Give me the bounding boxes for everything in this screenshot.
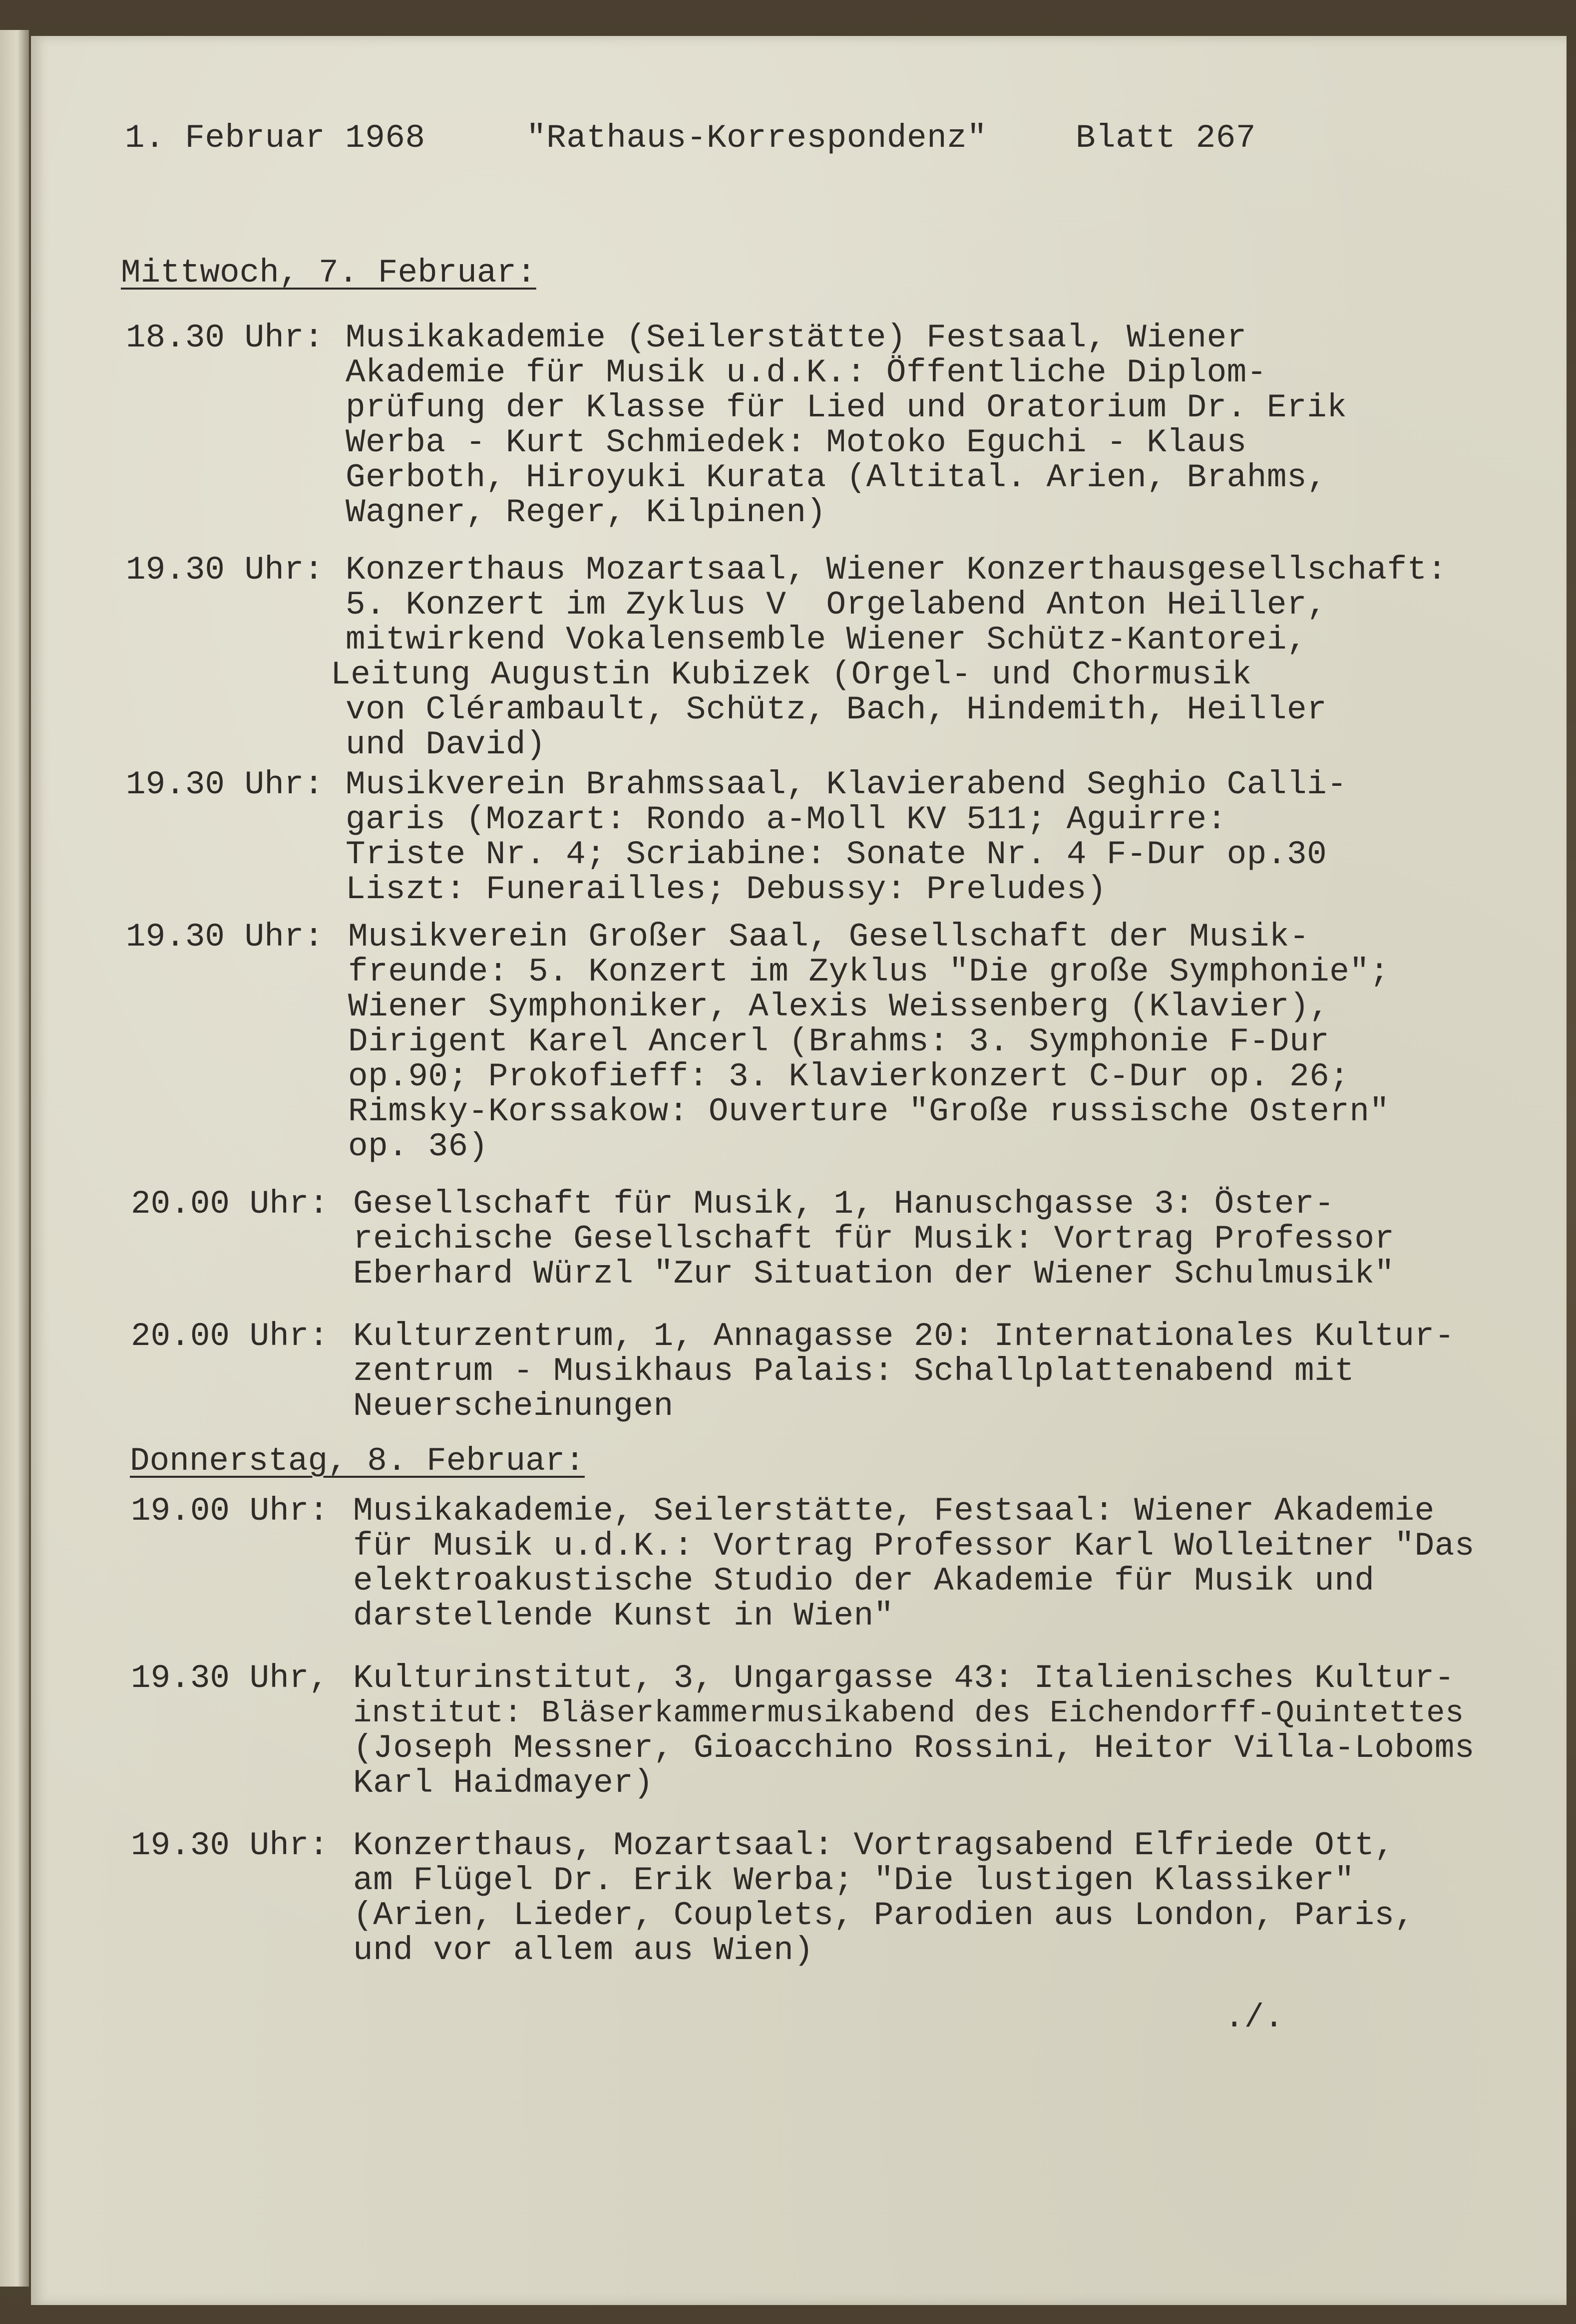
event-time: 18.30 Uhr: (126, 319, 324, 356)
event-line: Kulturzentrum, 1, Annagasse 20: Internationales Kultur- (353, 1318, 1455, 1355)
event-line: Musikverein Brahmssaal, Klavierabend Seghio Calli- (346, 766, 1347, 803)
event-line: und David) (346, 726, 546, 763)
event-line: Eberhard Würzl "Zur Situation der Wiener Schulmusik" (353, 1255, 1395, 1293)
event-line: zentrum - Musikhaus Palais: Schallplattenabend mit (353, 1352, 1355, 1390)
event-line: elektroakustische Studio der Akademie für Musik und (353, 1562, 1375, 1600)
event-line: Kulturinstitut, 3, Ungargasse 43: Italienisches Kultur- (353, 1660, 1455, 1697)
event-line: institut: Bläserkammermusikabend des Eichendorff-Quintettes (353, 1695, 1464, 1731)
section-heading-thursday: Donnerstag, 8. Februar: (130, 1442, 585, 1480)
event-line: Dirigent Karel Ancerl (Brahms: 3. Symphonie F-Dur (348, 1023, 1330, 1060)
header-publication: "Rathaus-Korrespondenz" (526, 119, 987, 157)
event-line: (Joseph Messner, Gioacchino Rossini, Heitor Villa-Loboms (353, 1729, 1475, 1767)
event-line: darstellende Kunst in Wien" (353, 1597, 894, 1635)
event-line: garis (Mozart: Rondo a-Moll KV 511; Aguirre: (346, 801, 1227, 838)
event-line: reichische Gesellschaft für Musik: Vortrag Professor (353, 1220, 1395, 1258)
event-line: Triste Nr. 4; Scriabine: Sonate Nr. 4 F-Dur op.30 (346, 836, 1327, 873)
previous-page-edge (0, 30, 29, 2287)
event-time: 20.00 Uhr: (131, 1318, 329, 1355)
event-time: 19.30 Uhr: (126, 766, 324, 803)
event-line: Konzerthaus, Mozartsaal: Vortragsabend Elfriede Ott, (353, 1827, 1395, 1864)
event-line: Gerboth, Hiroyuki Kurata (Altital. Arien, Brahms, (346, 459, 1327, 496)
event-line: Wagner, Reger, Kilpinen) (346, 494, 826, 531)
event-line: Musikverein Großer Saal, Gesellschaft der Musik- (348, 918, 1310, 956)
event-line: für Musik u.d.K.: Vortrag Professor Karl Wolleitner "Das (353, 1527, 1475, 1565)
section-heading-wednesday: Mittwoch, 7. Februar: (121, 254, 536, 292)
event-line: Konzerthaus Mozartsaal, Wiener Konzerthausgesellschaft: (346, 551, 1447, 589)
event-line: Rimsky-Korssakow: Ouverture "Große russische Ostern" (348, 1093, 1390, 1130)
event-line: op. 36) (348, 1128, 488, 1165)
event-time: 19.30 Uhr: (126, 918, 324, 956)
event-time: 19.30 Uhr: (126, 551, 324, 589)
event-time: 19.30 Uhr: (131, 1827, 329, 1864)
event-time: 19.30 Uhr, (131, 1660, 329, 1697)
event-line: Wiener Symphoniker, Alexis Weissenberg (Klavier), (348, 988, 1330, 1025)
event-line: am Flügel Dr. Erik Werba; "Die lustigen Klassiker" (353, 1862, 1355, 1899)
event-line: Liszt: Funerailles; Debussy: Preludes) (346, 871, 1107, 908)
event-line: Akademie für Musik u.d.K.: Öffentliche Diplom- (346, 354, 1267, 391)
event-line: von Clérambault, Schütz, Bach, Hindemith, Heiller (346, 691, 1327, 728)
event-time: 20.00 Uhr: (131, 1185, 329, 1223)
event-line: mitwirkend Vokalensemble Wiener Schütz-Kantorei, (346, 621, 1307, 659)
event-line: Musikakademie, Seilerstätte, Festsaal: Wiener Akademie (353, 1492, 1435, 1530)
event-line: und vor allem aus Wien) (353, 1932, 814, 1969)
event-line: (Arien, Lieder, Couplets, Parodien aus London, Paris, (353, 1897, 1415, 1934)
event-line: Musikakademie (Seilerstätte) Festsaal, Wiener (346, 319, 1247, 356)
continuation-mark: ./. (1224, 1999, 1284, 2036)
event-line: Neuerscheinungen (353, 1387, 674, 1425)
event-line: Werba - Kurt Schmiedek: Motoko Eguchi - Klaus (346, 424, 1247, 461)
event-line: Leitung Augustin Kubizek (Orgel- und Chormusik (331, 656, 1252, 693)
event-line: op.90; Prokofieff: 3. Klavierkonzert C-Dur op. 26; (348, 1058, 1350, 1095)
document-page (31, 36, 1567, 2305)
event-line: prüfung der Klasse für Lied und Oratorium Dr. Erik (346, 389, 1347, 426)
event-line: Gesellschaft für Musik, 1, Hanuschgasse 3: Öster- (353, 1185, 1335, 1223)
event-time: 19.00 Uhr: (131, 1492, 329, 1530)
event-line: Karl Haidmayer) (353, 1764, 654, 1802)
event-line: 5. Konzert im Zyklus V Orgelabend Anton Heiller, (346, 586, 1327, 624)
header-date: 1. Februar 1968 (125, 119, 425, 157)
event-line: freunde: 5. Konzert im Zyklus "Die große Symphonie"; (348, 953, 1390, 991)
header-sheet: Blatt 267 (1076, 119, 1256, 157)
